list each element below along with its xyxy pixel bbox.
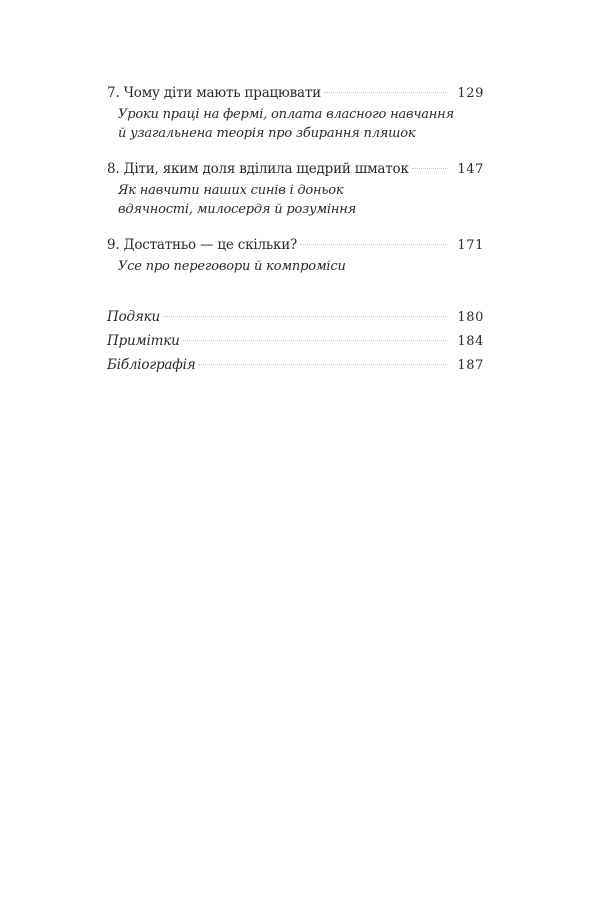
chapter-subtitle [107,182,484,219]
subtitle-line: Уроки праці на фермі, оплата власного навчання [118,107,454,122]
toc-entry-row[interactable] [107,234,484,256]
dot-leader [300,244,448,245]
page-number: 147 [457,162,484,177]
toc-chapter-9 [107,234,484,277]
subtitle-line: Усе про переговори й компроміси [118,259,346,274]
page-number: 129 [457,86,484,101]
toc-entry-notes[interactable] [107,329,484,353]
dot-leader [163,316,448,317]
dot-leader [412,168,448,169]
dot-leader [183,340,448,341]
dot-leader [198,364,448,365]
chapter-title: 7. Чому діти мають працювати [107,85,321,101]
toc-entry-bibliography[interactable] [107,353,484,377]
toc-chapter-8 [107,158,484,219]
chapter-subtitle [107,106,484,143]
table-of-contents [107,82,484,377]
chapter-title: 9. Достатньо — це скільки? [107,237,298,253]
toc-entry-row[interactable] [107,82,484,104]
page-number: 187 [457,357,484,373]
page-number: 180 [457,309,484,325]
page-number: 184 [457,333,484,349]
page-number: 171 [457,238,484,253]
toc-chapter-7 [107,82,484,143]
backmatter-title: Примітки [107,332,180,349]
toc-entry-acknowledgements[interactable] [107,305,484,329]
backmatter-title: Подяки [107,308,160,325]
chapter-title: 8. Діти, яким доля вділила щедрий шматок [107,161,409,177]
subtitle-line: вдячності, милосердя й розуміння [118,201,357,217]
subtitle-line: й узагальнена теорія про збирання пляшок [118,125,416,141]
subtitle-line: Як навчити наших синів і доньок [118,183,344,198]
toc-backmatter [107,305,484,377]
backmatter-title: Бібліографія [107,356,196,373]
chapter-subtitle [107,258,484,277]
toc-entry-row[interactable] [107,158,484,180]
dot-leader [324,92,448,93]
